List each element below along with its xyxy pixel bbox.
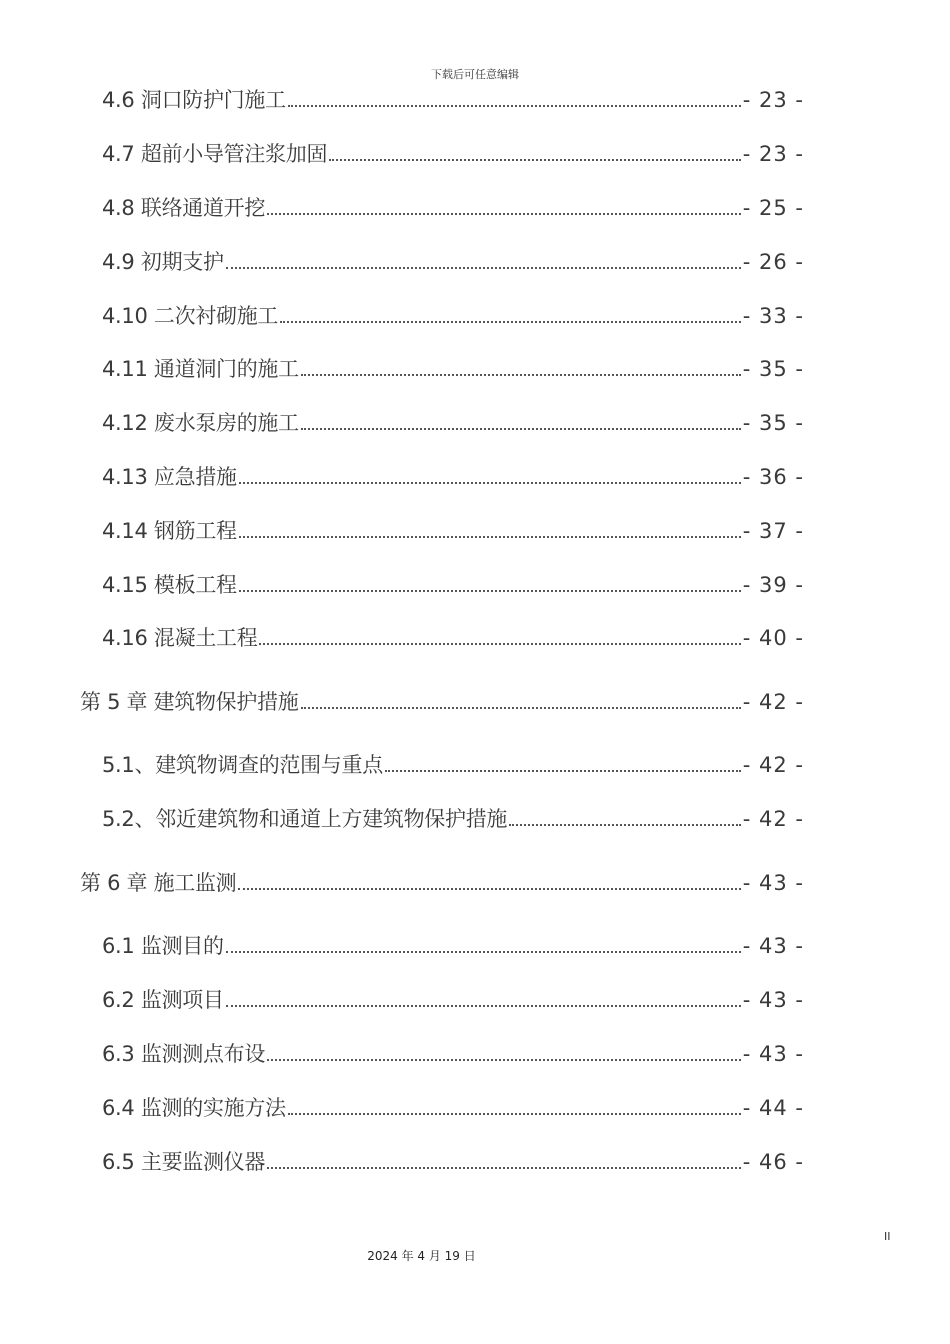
toc-entry-title: 5.1、建筑物调查的范围与重点 <box>102 753 383 777</box>
dot-leader <box>329 159 741 161</box>
toc-entry-page: - 43 - <box>742 1042 804 1066</box>
toc-entry-title: 5.2、邻近建筑物和通道上方建筑物保护措施 <box>102 807 508 831</box>
toc-entry-page: - 37 - <box>742 519 804 543</box>
toc-entry-page: - 43 - <box>742 871 804 895</box>
toc-entry-page: - 26 - <box>742 250 804 274</box>
toc-entry-title: 6.3 监测测点布设 <box>102 1042 266 1066</box>
toc-entry[interactable] <box>102 194 804 222</box>
toc-entry-page: - 44 - <box>742 1096 804 1120</box>
toc-entry-page: - 36 - <box>742 465 804 489</box>
dot-leader <box>239 536 741 538</box>
toc-entry[interactable] <box>102 805 804 833</box>
toc-entry[interactable] <box>102 986 804 1014</box>
toc-entry-page: - 23 - <box>742 142 804 166</box>
dot-leader <box>267 213 741 215</box>
toc-entry-title: 4.7 超前小导管注浆加固 <box>102 142 328 166</box>
toc-entry-page: - 42 - <box>742 807 804 831</box>
toc-entry-page: - 43 - <box>742 934 804 958</box>
toc-entry-title: 4.9 初期支护 <box>102 250 224 274</box>
toc-entry-page: - 42 - <box>742 753 804 777</box>
dot-leader <box>301 374 741 376</box>
toc-entry-title: 4.15 模板工程 <box>102 573 237 597</box>
toc-entry[interactable] <box>102 409 804 437</box>
toc-entry-page: - 39 - <box>742 573 804 597</box>
toc-entry-title: 4.11 通道洞门的施工 <box>102 357 299 381</box>
dot-leader <box>226 267 741 269</box>
toc-entry-title: 4.14 钢筋工程 <box>102 519 237 543</box>
dot-leader <box>288 1113 741 1115</box>
toc-entry-page: - 35 - <box>742 357 804 381</box>
toc-entry-page: - 40 - <box>742 626 804 650</box>
toc-entry[interactable] <box>102 355 804 383</box>
dot-leader <box>267 1167 741 1169</box>
toc-entry-title: 6.1 监测目的 <box>102 934 224 958</box>
toc-entry-page: - 35 - <box>742 411 804 435</box>
dot-leader <box>239 590 741 592</box>
toc-entry[interactable] <box>102 932 804 960</box>
toc-entry-title: 4.13 应急措施 <box>102 465 237 489</box>
dot-leader <box>238 888 740 890</box>
toc-entry-title: 第 6 章 施工监测 <box>80 871 237 895</box>
toc-entry-title: 4.6 洞口防护门施工 <box>102 88 286 112</box>
dot-leader <box>288 105 741 107</box>
toc-entry-title: 第 5 章 建筑物保护措施 <box>80 690 299 714</box>
toc-entry-page: - 43 - <box>742 988 804 1012</box>
page-number: II <box>884 1230 891 1243</box>
toc-entry[interactable] <box>102 1148 804 1176</box>
dot-leader <box>301 707 741 709</box>
header-note: 下载后可任意编辑 <box>431 68 519 81</box>
toc-entry-title: 6.4 监测的实施方法 <box>102 1096 286 1120</box>
footer-date: 2024 年 4 月 19 日 <box>367 1249 476 1263</box>
toc-chapter-entry[interactable] <box>80 688 804 716</box>
toc-chapter-entry[interactable] <box>80 869 804 897</box>
toc-entry[interactable] <box>102 751 804 779</box>
toc-entry-title: 4.8 联络通道开挖 <box>102 196 266 220</box>
toc-entry[interactable] <box>102 517 804 545</box>
toc-entry-page: - 33 - <box>742 304 804 328</box>
dot-leader <box>226 951 741 953</box>
dot-leader <box>385 770 741 772</box>
toc-entry-page: - 46 - <box>742 1150 804 1174</box>
dot-leader <box>301 428 741 430</box>
toc-entry-title: 6.5 主要监测仪器 <box>102 1150 266 1174</box>
dot-leader <box>259 643 740 645</box>
toc-entry-title: 4.16 混凝土工程 <box>102 626 258 650</box>
dot-leader <box>509 824 741 826</box>
toc-entry-page: - 23 - <box>742 88 804 112</box>
dot-leader <box>239 482 741 484</box>
toc-entry[interactable] <box>102 1040 804 1068</box>
toc-entry-title: 4.10 二次衬砌施工 <box>102 304 279 328</box>
toc-entry[interactable] <box>102 624 804 652</box>
toc-entry-title: 4.12 废水泵房的施工 <box>102 411 299 435</box>
toc-entry-page: - 25 - <box>742 196 804 220</box>
toc-entry[interactable] <box>102 302 804 330</box>
dot-leader <box>280 321 741 323</box>
toc-entry[interactable] <box>102 140 804 168</box>
toc-entry-title: 6.2 监测项目 <box>102 988 224 1012</box>
toc-entry[interactable] <box>102 86 804 114</box>
toc-entry[interactable] <box>102 1094 804 1122</box>
toc-entry[interactable] <box>102 463 804 491</box>
toc-entry-page: - 42 - <box>742 690 804 714</box>
dot-leader <box>267 1059 741 1061</box>
dot-leader <box>226 1005 741 1007</box>
toc-entry[interactable] <box>102 248 804 276</box>
toc-entry[interactable] <box>102 571 804 599</box>
